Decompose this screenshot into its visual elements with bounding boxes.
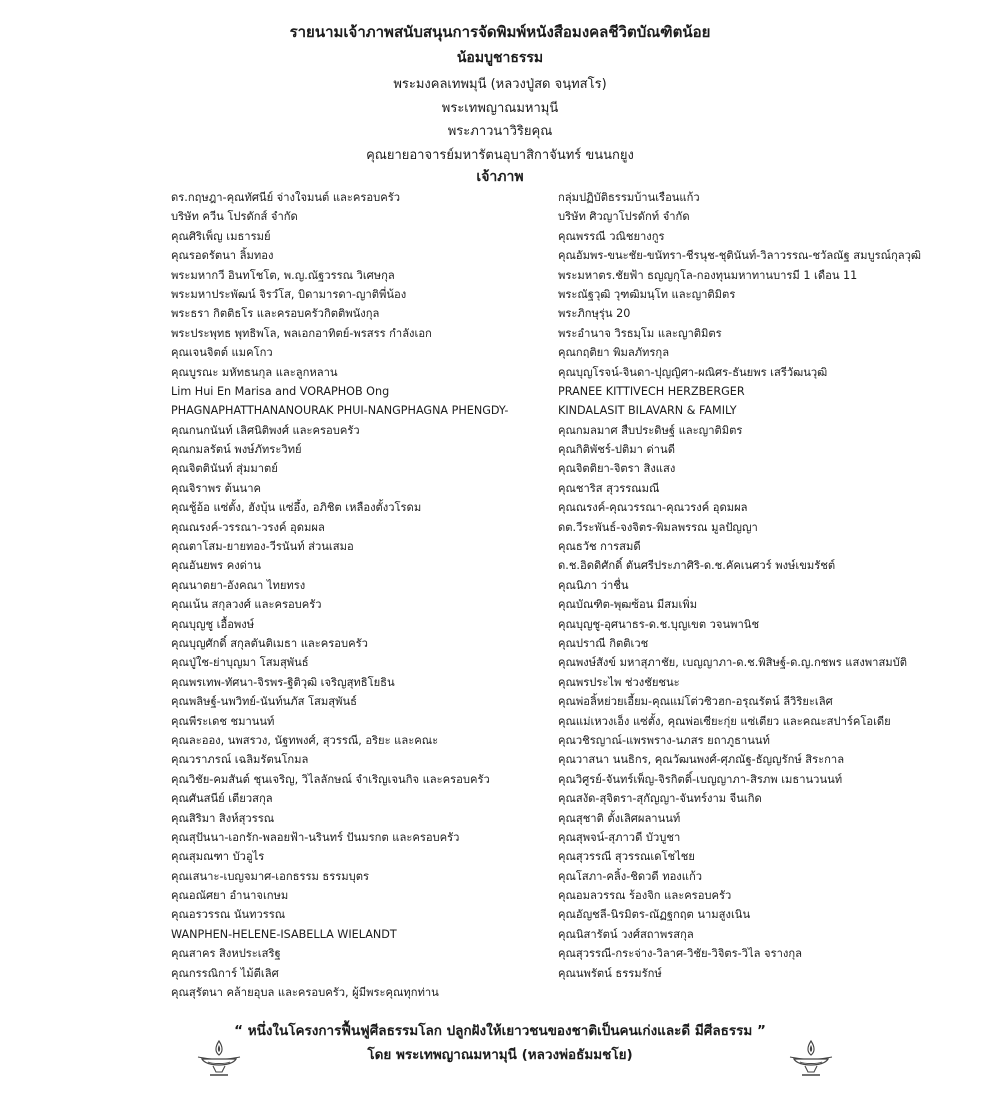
host-name: คุณนิสารัตน์ วงศ์สถาพรสกุล (558, 927, 694, 941)
candle-lamp-icon (788, 1037, 834, 1079)
hosts-left-column (171, 188, 508, 1002)
host-name: คุณวราภรณ์ เฉลิมรัตนโกมล (171, 753, 309, 767)
host-name: คุณตาโสม-ยายทอง-วีรนันท์ ส่วนเสมอ (171, 540, 354, 554)
homage-item: พระมงคลเทพมุนี (หลวงปู่สด จนฺทสโร) (393, 77, 607, 92)
host-name: คุณอรวรรณ นันทวรรณ (171, 908, 286, 922)
host-name: PHAGNAPHATTHANANOURAK PHUI-NANGPHAGNA PHENGDY- (171, 404, 509, 418)
host-name: คุณกนกนันท์ เลิศนิติพงศ์ และครอบครัว (171, 423, 360, 437)
host-name: คุณศันสนีย์ เตียวสกุล (171, 792, 273, 806)
host-name: คุณพรประไพ ช่วงชัยชนะ (558, 675, 680, 689)
hosts-heading: เจ้าภาพ (476, 169, 524, 185)
host-name: คุณกฤติยา พิมลภัทรกุล (558, 346, 670, 360)
host-name: บริษัท ศิวญาโปรดักท์ จำกัด (558, 210, 690, 224)
host-name: คุณแม่เหวงเอ็ง แซ่ตั้ง, คุณพ่อเซียะกุ่ย แซ่เตียว และคณะสปาร์คโอเดีย (558, 714, 891, 728)
host-name: คุณพ่อลิ้หย่วยเอี้ยม-คุณแม่โต่วซิวฮก-อรุณรัตน์ ลีวิริยะเลิศ (558, 695, 833, 709)
host-name: PRANEE KITTIVECH HERZBERGER (558, 384, 745, 398)
host-name: คุณปราณี กิตติเวช (558, 636, 649, 650)
host-name: คุณศิริเพ็ญ เมธารมย์ (171, 229, 271, 243)
host-name: คุณณรงค์-วรรณา-วรงค์ อุดมผล (171, 520, 325, 534)
host-name: คุณจิตตินันท์ สุ่มมาตย์ (171, 462, 278, 476)
host-name: คุณสุรัตนา คล้ายอุบล และครอบครัว, ผู้มีพระคุณทุกท่าน (171, 986, 439, 1000)
host-name: คุณวิศูรย์-จันทร์เพ็ญ-จิรกิตติ์-เบญญาภา-สิรภพ เมธานวนนท์ (558, 772, 843, 786)
host-name: พระมหากวี อินทโชโต, พ.ญ.ณัฐวรรณ วิเศษกุล (171, 268, 395, 282)
host-name: บริษัท ควีน โปรดักส์ จำกัด (171, 210, 298, 224)
host-name: คุณธวัช การสมดี (558, 540, 641, 554)
host-name: คุณสุชาติ ตั้งเลิศผลานนท์ (558, 811, 681, 825)
host-name: คุณพลิษฐ์-นพวิทย์-นันท์นภัส โสมสุพันธ์ (171, 695, 357, 709)
host-name: คุณสิริมา สิงห์สุวรรณ (171, 811, 275, 825)
host-name: คุณสุมณฑา บัวอูไร (171, 850, 265, 864)
footer-quote: “ หนึ่งในโครงการฟื้นฟูศีลธรรมโลก ปลูกฝังให้เยาวชนของชาติเป็นคนเก่งและดี มีศีลธรรม ” (234, 1023, 766, 1039)
host-name: คุณอันยพร คงด่าน (171, 559, 261, 573)
host-name: คุณพีระเดช ชมานนท์ (171, 714, 275, 728)
host-name: คุณสงัด-สุจิตรา-สุกัญญา-จันทร์งาม จีนเกิด (558, 792, 762, 806)
host-name: คุณนิภา ว่าชื่น (558, 578, 629, 592)
host-name: คุณเจนจิตต์ แมคโกว (171, 346, 273, 360)
host-name: คุณนาตยา-อังคณา ไทยทรง (171, 578, 306, 592)
host-name: คุณกมลรัตน์ พงษ์ภัทระวิทย์ (171, 443, 302, 457)
host-name: พระธรา กิตติธโร และครอบครัวกิตติพนังกุล (171, 307, 380, 321)
host-name: คุณสุวรรณี-กระจ่าง-วิลาศ-วิชัย-วิจิตร-วิไล จรางกุล (558, 947, 802, 961)
homage-item: พระภาวนาวิริยคุณ (447, 124, 553, 139)
host-name: Lim Hui En Marisa and VORAPHOB Ong (171, 384, 390, 398)
host-name: คุณโสภา-คลิ้ง-ชิดวดี ทองแก้ว (558, 869, 703, 883)
host-name: คุณกิติพัชร์-ปติมา ด่านดี (558, 443, 675, 457)
homage-list (0, 73, 1000, 167)
host-name: พระประพุทธ พุทธิพโล, พลเอกอาทิตย์-พรสรร กำลังเอก (171, 326, 432, 340)
host-name: ด.ช.อิดดิศักดิ์ ตันศรีประภาศิริ-ด.ช.คัคเนศวร์ พงษ์เขมรัชต์ (558, 559, 836, 573)
host-name: คุณวาสนา นนธิกร, คุณวัฒนพงศ์-ศุภณัฐ-ธัญญรักษ์ สิระกาล (558, 753, 845, 767)
host-name: คุณกรรณิการ์ ไม้ตีเลิศ (171, 966, 279, 980)
host-name: คุณสาคร สิงหประเสริฐ (171, 947, 281, 961)
host-name: พระณัฐวุฒิ วุฑฒิมนฺโท และญาติมิตร (558, 287, 736, 301)
host-name: คุณชาริส สุวรรณมณี (558, 481, 660, 495)
host-name: คุณบุญศักดิ์ สกุลตันติเมธา และครอบครัว (171, 636, 368, 650)
host-name: คุณบุญชู-อุศนาธร-ด.ช.บุญเขต วจนพานิช (558, 617, 760, 631)
host-name: พระมหาตร.ชัยฟ้า ธญญกุโล-กองทุนมหาทานบารมี 1 เดือน 11 (558, 268, 858, 282)
host-name: คุณอัญชลี-นิรมิตร-ณัฏฐกฤต นามสูงเนิน (558, 908, 751, 922)
footer-byline: โดย พระเทพญาณมหามุนี (หลวงพ่อธัมมชโย) (367, 1047, 633, 1063)
host-name: คุณสุพจน์-สุภาวดี บัวบูชา (558, 830, 681, 844)
host-name: คุณบุญชู เอื้อพงษ์ (171, 617, 255, 631)
homage-item: พระเทพญาณมหามุนี (441, 100, 559, 116)
host-name: คุณวชิรญาณ์-แพรพราง-นภสร ยถาภูธานนท์ (558, 733, 770, 747)
host-name: คุณอณัศยา อำนาจเกษม (171, 889, 289, 903)
host-name: คุณจิตติยา-จิตรา สิงแสง (558, 462, 676, 476)
host-name: คุณจิราพร ต้นนาค (171, 481, 261, 495)
host-name: คุณนพรัตน์ ธรรมรักษ์ (558, 966, 662, 980)
homage-heading: น้อมบูชาธรรม (456, 50, 544, 66)
host-name: กลุ่มปฏิบัติธรรมบ้านเรือนแก้ว (558, 191, 700, 204)
host-name: คุณกมลมาศ สืบประดิษฐ์ และญาติมิตร (558, 423, 743, 437)
host-name: คุณเสนาะ-เบญจมาศ-เอกธรรม ธรรมบุตร (171, 869, 369, 883)
host-name: WANPHEN-HELENE-ISABELLA WIELANDT (171, 927, 397, 941)
host-name: พระอำนาจ วิรธมฺโม และญาติมิตร (558, 326, 722, 340)
page-title: รายนามเจ้าภาพสนับสนุนการจัดพิมพ์หนังสือมงคลชีวิตบัณฑิตน้อย (289, 23, 711, 41)
host-name: คุณสุวรรณี สุวรรณเดโชไชย (558, 850, 695, 864)
host-name: คุณบุญโรจน์-จินดา-ปุญญิศา-ผณิศร-ธันยพร เสรีวัฒนวุฒิ (558, 365, 828, 379)
host-name: คุณเน้น สกุลวงศ์ และครอบครัว (171, 598, 322, 612)
host-name: คุณพรเทพ-ทัศนา-จิรพร-ฐิติวุฒิ เจริญสุทธิโยธิน (171, 675, 395, 689)
host-name: คุณรอดรัตนา ลิ้มทอง (171, 249, 274, 263)
homage-item: คุณยายอาจารย์มหารัตนอุบาสิกาจันทร์ ขนนกยูง (366, 147, 634, 163)
host-name: คุณณรงค์-คุณวรรณา-คุณวรงค์ อุดมผล (558, 501, 748, 515)
host-name: คุณชู้อ้อ แซ่ตั้ง, ฮังบุ้น แซ่อึ้ง, อภิชิต เหลืองตั้งวโรดม (171, 501, 422, 515)
host-name: คุณละออง, นพสรวง, นัฐทพงศ์, สุวรรณี, อริยะ และคณะ (171, 733, 439, 747)
host-name: คุณปู่ใช-ย่าบุญมา โสมสุพันธ์ (171, 656, 309, 670)
candle-lamp-icon (196, 1037, 242, 1079)
host-name: คุณพงษ์สังข์ มหาสุภาชัย, เบญญาภา-ด.ช.พิสิษฐ์-ด.ญ.กชพร แสงพาสมบัติ (558, 656, 908, 670)
host-name: พระภิกษุรุ่น 20 (558, 307, 631, 321)
host-name: คุณอมลวรรณ ร้องจิก และครอบครัว (558, 889, 732, 903)
host-name: พระมหาประพัฒน์ จิรวํโส, บิดามารดา-ญาติพี่น้อง (171, 287, 407, 301)
host-name: ดร.กฤษฎา-คุณทัศนีย์ จ่างใจมนต์ และครอบครัว (171, 191, 401, 204)
hosts-right-column (558, 188, 921, 983)
host-name: คุณบัณฑิต-พุฒซ้อน มีสมเพิ่ม (558, 598, 698, 612)
host-name: ดต.วีระพันธ์-จงจิตร-พิมลพรรณ มูลปัญญา (558, 520, 758, 534)
host-name: คุณบูรณะ มหัทธนกุล และลูกหลาน (171, 365, 338, 379)
host-name: คุณอัมพร-ขนะชัย-ขนัทรา-ชีรนุช-ชุตินันท์-วิลาวรรณ-ชวัลณัฐ สมบูรณ์กุลวุฒิ (558, 249, 921, 263)
host-name: คุณวิชัย-คมสันต์ ชุนเจริญ, วิไลลักษณ์ จำเริญเจนกิจ และครอบครัว (171, 772, 490, 786)
host-name: KINDALASIT BILAVARN & FAMILY (558, 404, 737, 418)
host-name: คุณสุปันนา-เอกรัก-พลอยฟ้า-นรินทร์ ปันมรกต และครอบครัว (171, 830, 460, 844)
host-name: คุณพรรณี วณิชยางกูร (558, 229, 665, 243)
